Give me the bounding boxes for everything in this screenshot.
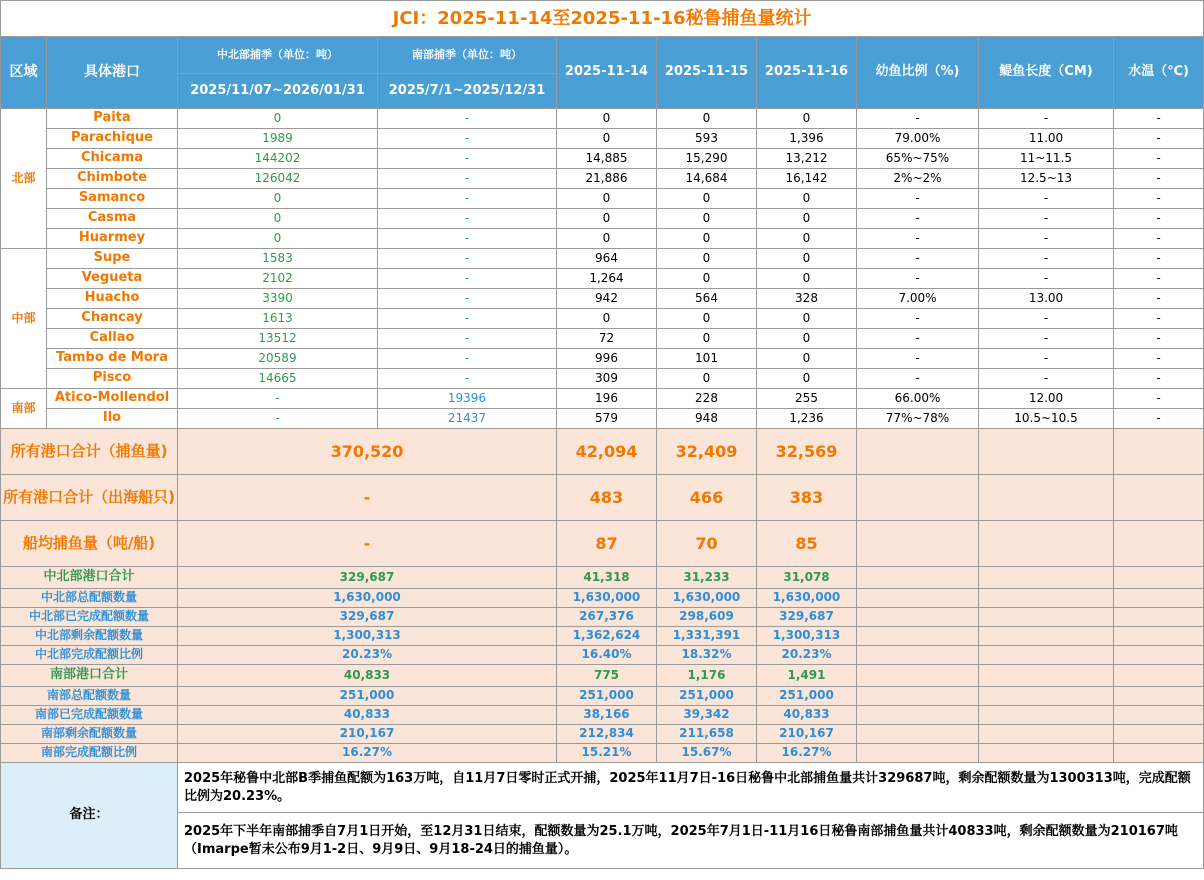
day1-value: 21,886 xyxy=(557,169,657,189)
summary-season: 329,687 xyxy=(178,608,557,627)
summary-day3: 16.27% xyxy=(757,744,857,763)
north-season-value: - xyxy=(178,389,378,409)
empty-cell xyxy=(857,627,979,646)
table-row xyxy=(1,249,1204,269)
south-season-value: - xyxy=(378,329,557,349)
port-name: Chimbote xyxy=(47,169,178,189)
summary-day1: 41,318 xyxy=(557,567,657,589)
totals-label: 船均捕鱼量（吨/船) xyxy=(1,521,178,567)
summary-day3: 1,491 xyxy=(757,665,857,687)
table-row xyxy=(1,409,1204,429)
length-value: - xyxy=(979,309,1114,329)
summary-day2: 15.67% xyxy=(657,744,757,763)
empty-cell xyxy=(979,687,1114,706)
juvenile-value: - xyxy=(857,309,979,329)
day3-value: 0 xyxy=(757,249,857,269)
empty-cell xyxy=(1114,646,1204,665)
empty-cell xyxy=(979,706,1114,725)
temp-value: - xyxy=(1114,329,1204,349)
table-row xyxy=(1,209,1204,229)
day3-value: 1,396 xyxy=(757,129,857,149)
summary-day3: 31,078 xyxy=(757,567,857,589)
empty-cell xyxy=(857,687,979,706)
empty-cell xyxy=(857,589,979,608)
summary-label: 南部完成配额比例 xyxy=(1,744,178,763)
day1-value: 0 xyxy=(557,129,657,149)
juvenile-value: - xyxy=(857,229,979,249)
temp-value: - xyxy=(1114,349,1204,369)
summary-day2: 1,331,391 xyxy=(657,627,757,646)
empty-cell xyxy=(979,429,1114,475)
day2-value: 593 xyxy=(657,129,757,149)
summary-season: 251,000 xyxy=(178,687,557,706)
empty-cell xyxy=(979,627,1114,646)
temp-value: - xyxy=(1114,269,1204,289)
empty-cell xyxy=(857,475,979,521)
summary-day3: 1,630,000 xyxy=(757,589,857,608)
length-value: 10.5~10.5 xyxy=(979,409,1114,429)
day3-value: 1,236 xyxy=(757,409,857,429)
day2-value: 0 xyxy=(657,269,757,289)
juvenile-value: 2%~2% xyxy=(857,169,979,189)
south-season-value: - xyxy=(378,109,557,129)
day2-value: 228 xyxy=(657,389,757,409)
summary-season: 210,167 xyxy=(178,725,557,744)
day3-value: 0 xyxy=(757,229,857,249)
page-title: JCI：2025-11-14至2025-11-16秘鲁捕鱼量统计 xyxy=(1,1,1204,37)
empty-cell xyxy=(1114,665,1204,687)
temp-value: - xyxy=(1114,189,1204,209)
temp-value: - xyxy=(1114,209,1204,229)
table-row xyxy=(1,309,1204,329)
south-season-value: - xyxy=(378,189,557,209)
juvenile-value: - xyxy=(857,369,979,389)
header-date-2: 2025-11-15 xyxy=(657,37,757,109)
south-season-value: - xyxy=(378,309,557,329)
summary-label: 南部剩余配额数量 xyxy=(1,725,178,744)
empty-cell xyxy=(857,725,979,744)
day1-value: 579 xyxy=(557,409,657,429)
north-season-value: 1989 xyxy=(178,129,378,149)
table-row xyxy=(1,189,1204,209)
summary-season: 329,687 xyxy=(178,567,557,589)
south-season-value: 19396 xyxy=(378,389,557,409)
south-season-value: - xyxy=(378,129,557,149)
north-season-value: 20589 xyxy=(178,349,378,369)
day2-value: 0 xyxy=(657,109,757,129)
day2-value: 0 xyxy=(657,309,757,329)
summary-day3: 210,167 xyxy=(757,725,857,744)
totals-day2: 466 xyxy=(657,475,757,521)
table-row xyxy=(1,289,1204,309)
summary-day1: 775 xyxy=(557,665,657,687)
day2-value: 14,684 xyxy=(657,169,757,189)
temp-value: - xyxy=(1114,149,1204,169)
empty-cell xyxy=(1114,608,1204,627)
temp-value: - xyxy=(1114,229,1204,249)
totals-row-ships xyxy=(1,475,1204,521)
length-value: - xyxy=(979,269,1114,289)
port-name: Paita xyxy=(47,109,178,129)
south-season-value: - xyxy=(378,249,557,269)
table-row xyxy=(1,109,1204,129)
juvenile-value: - xyxy=(857,329,979,349)
empty-cell xyxy=(857,521,979,567)
north-season-value: 1613 xyxy=(178,309,378,329)
summary-day1: 16.40% xyxy=(557,646,657,665)
length-value: - xyxy=(979,249,1114,269)
south-season-value: 21437 xyxy=(378,409,557,429)
totals-day2: 32,409 xyxy=(657,429,757,475)
totals-day3: 85 xyxy=(757,521,857,567)
day1-value: 72 xyxy=(557,329,657,349)
totals-day2: 70 xyxy=(657,521,757,567)
region-central: 中部 xyxy=(1,249,47,389)
temp-value: - xyxy=(1114,129,1204,149)
summary-day1: 212,834 xyxy=(557,725,657,744)
note-north: 2025年秘鲁中北部B季捕鱼配额为163万吨，自11月7日零时正式开捕，2025年11月7日-16日秘鲁中北部捕鱼量共计329687吨，剩余配额数量为1300313吨，完成配额比例为20.23%。 xyxy=(178,763,1204,813)
north-season-value: 14665 xyxy=(178,369,378,389)
day2-value: 15,290 xyxy=(657,149,757,169)
length-value: 11.00 xyxy=(979,129,1114,149)
header-date-3: 2025-11-16 xyxy=(757,37,857,109)
port-name: Callao xyxy=(47,329,178,349)
totals-day1: 42,094 xyxy=(557,429,657,475)
table-row xyxy=(1,149,1204,169)
day3-value: 0 xyxy=(757,189,857,209)
empty-cell xyxy=(857,744,979,763)
header-temp: 水温（℃) xyxy=(1114,37,1204,109)
north-season-value: 1583 xyxy=(178,249,378,269)
juvenile-value: 79.00% xyxy=(857,129,979,149)
day1-value: 964 xyxy=(557,249,657,269)
summary-label: 中北部已完成配额数量 xyxy=(1,608,178,627)
length-value: 12.00 xyxy=(979,389,1114,409)
length-value: - xyxy=(979,369,1114,389)
summary-row xyxy=(1,687,1204,706)
day3-value: 13,212 xyxy=(757,149,857,169)
north-season-value: 0 xyxy=(178,189,378,209)
region-south: 南部 xyxy=(1,389,47,429)
summary-row xyxy=(1,706,1204,725)
empty-cell xyxy=(979,725,1114,744)
day2-value: 0 xyxy=(657,369,757,389)
totals-season: 370,520 xyxy=(178,429,557,475)
port-name: Tambo de Mora xyxy=(47,349,178,369)
empty-cell xyxy=(1114,725,1204,744)
north-season-value: - xyxy=(178,409,378,429)
day1-value: 996 xyxy=(557,349,657,369)
totals-season: - xyxy=(178,521,557,567)
summary-season: 20.23% xyxy=(178,646,557,665)
empty-cell xyxy=(857,646,979,665)
summary-day1: 251,000 xyxy=(557,687,657,706)
day2-value: 0 xyxy=(657,329,757,349)
day1-value: 942 xyxy=(557,289,657,309)
summary-label: 南部港口合计 xyxy=(1,665,178,687)
summary-day2: 298,609 xyxy=(657,608,757,627)
empty-cell xyxy=(979,744,1114,763)
temp-value: - xyxy=(1114,249,1204,269)
port-name: Pisco xyxy=(47,369,178,389)
length-value: - xyxy=(979,109,1114,129)
juvenile-value: 77%~78% xyxy=(857,409,979,429)
summary-label: 南部总配额数量 xyxy=(1,687,178,706)
day2-value: 0 xyxy=(657,249,757,269)
totals-day3: 383 xyxy=(757,475,857,521)
totals-label: 所有港口合计（捕鱼量) xyxy=(1,429,178,475)
port-name: Chancay xyxy=(47,309,178,329)
empty-cell xyxy=(1114,475,1204,521)
length-value: - xyxy=(979,329,1114,349)
totals-day3: 32,569 xyxy=(757,429,857,475)
table-row xyxy=(1,389,1204,409)
summary-day1: 15.21% xyxy=(557,744,657,763)
header-north-season: 中北部捕季（单位：吨） xyxy=(178,37,378,74)
day1-value: 0 xyxy=(557,229,657,249)
summary-row xyxy=(1,589,1204,608)
header-port: 具体港口 xyxy=(47,37,178,109)
empty-cell xyxy=(1114,687,1204,706)
empty-cell xyxy=(857,429,979,475)
summary-day3: 251,000 xyxy=(757,687,857,706)
note-south: 2025年下半年南部捕季自7月1日开始，至12月31日结束，配额数量为25.1万吨，2025年7月1日-11月16日秘鲁南部捕鱼量共计40833吨，剩余配额数量为210167吨（Imarpe暂未公布9月1-2日、9月9日、9月18-24日的捕鱼量）。 xyxy=(178,813,1204,869)
juvenile-value: 66.00% xyxy=(857,389,979,409)
juvenile-value: 7.00% xyxy=(857,289,979,309)
port-name: Samanco xyxy=(47,189,178,209)
header-region: 区域 xyxy=(1,37,47,109)
header-north-range: 2025/11/07~2026/01/31 xyxy=(178,74,378,109)
temp-value: - xyxy=(1114,409,1204,429)
juvenile-value: - xyxy=(857,349,979,369)
day3-value: 0 xyxy=(757,309,857,329)
day2-value: 101 xyxy=(657,349,757,369)
empty-cell xyxy=(1114,706,1204,725)
summary-label: 中北部完成配额比例 xyxy=(1,646,178,665)
day3-value: 255 xyxy=(757,389,857,409)
empty-cell xyxy=(979,521,1114,567)
summary-label: 中北部剩余配额数量 xyxy=(1,627,178,646)
north-season-value: 0 xyxy=(178,209,378,229)
length-value: - xyxy=(979,209,1114,229)
notes-label: 备注： xyxy=(1,763,178,869)
summary-season: 16.27% xyxy=(178,744,557,763)
day1-value: 0 xyxy=(557,109,657,129)
south-season-value: - xyxy=(378,169,557,189)
day1-value: 0 xyxy=(557,309,657,329)
summary-day2: 1,630,000 xyxy=(657,589,757,608)
table-row xyxy=(1,349,1204,369)
juvenile-value: - xyxy=(857,209,979,229)
port-name: Casma xyxy=(47,209,178,229)
north-season-value: 0 xyxy=(178,109,378,129)
day2-value: 0 xyxy=(657,189,757,209)
summary-season: 1,300,313 xyxy=(178,627,557,646)
day1-value: 0 xyxy=(557,209,657,229)
header-length: 鳀鱼长度（CM) xyxy=(979,37,1114,109)
empty-cell xyxy=(979,608,1114,627)
summary-day1: 267,376 xyxy=(557,608,657,627)
summary-label: 中北部总配额数量 xyxy=(1,589,178,608)
summary-row xyxy=(1,725,1204,744)
summary-day3: 40,833 xyxy=(757,706,857,725)
day1-value: 14,885 xyxy=(557,149,657,169)
port-name: Atico-Mollendol xyxy=(47,389,178,409)
north-season-value: 126042 xyxy=(178,169,378,189)
north-season-value: 13512 xyxy=(178,329,378,349)
notes-row xyxy=(1,763,1204,813)
header-south-range: 2025/7/1~2025/12/31 xyxy=(378,74,557,109)
summary-season: 40,833 xyxy=(178,706,557,725)
summary-day2: 31,233 xyxy=(657,567,757,589)
empty-cell xyxy=(979,475,1114,521)
summary-label: 中北部港口合计 xyxy=(1,567,178,589)
temp-value: - xyxy=(1114,309,1204,329)
day1-value: 309 xyxy=(557,369,657,389)
port-name: Vegueta xyxy=(47,269,178,289)
juvenile-value: - xyxy=(857,109,979,129)
empty-cell xyxy=(979,589,1114,608)
south-season-value: - xyxy=(378,369,557,389)
temp-value: - xyxy=(1114,109,1204,129)
summary-row xyxy=(1,627,1204,646)
length-value: 12.5~13 xyxy=(979,169,1114,189)
north-season-value: 3390 xyxy=(178,289,378,309)
day2-value: 564 xyxy=(657,289,757,309)
day3-value: 0 xyxy=(757,329,857,349)
empty-cell xyxy=(979,665,1114,687)
length-value: - xyxy=(979,349,1114,369)
day1-value: 0 xyxy=(557,189,657,209)
empty-cell xyxy=(979,646,1114,665)
totals-label: 所有港口合计（出海船只) xyxy=(1,475,178,521)
south-season-value: - xyxy=(378,149,557,169)
table-row xyxy=(1,369,1204,389)
summary-day2: 18.32% xyxy=(657,646,757,665)
totals-row-catch xyxy=(1,429,1204,475)
summary-day2: 1,176 xyxy=(657,665,757,687)
south-season-value: - xyxy=(378,209,557,229)
summary-row xyxy=(1,567,1204,589)
day3-value: 0 xyxy=(757,349,857,369)
summary-day2: 211,658 xyxy=(657,725,757,744)
day2-value: 948 xyxy=(657,409,757,429)
day3-value: 0 xyxy=(757,209,857,229)
day3-value: 328 xyxy=(757,289,857,309)
empty-cell xyxy=(1114,744,1204,763)
summary-season: 1,630,000 xyxy=(178,589,557,608)
summary-row xyxy=(1,665,1204,687)
totals-row-avg xyxy=(1,521,1204,567)
day1-value: 196 xyxy=(557,389,657,409)
summary-day1: 1,630,000 xyxy=(557,589,657,608)
port-name: Huacho xyxy=(47,289,178,309)
length-value: 13.00 xyxy=(979,289,1114,309)
summary-day3: 329,687 xyxy=(757,608,857,627)
north-season-value: 0 xyxy=(178,229,378,249)
table-row xyxy=(1,129,1204,149)
port-name: Huarmey xyxy=(47,229,178,249)
length-value: - xyxy=(979,189,1114,209)
day3-value: 0 xyxy=(757,109,857,129)
summary-row xyxy=(1,646,1204,665)
temp-value: - xyxy=(1114,389,1204,409)
table-row xyxy=(1,169,1204,189)
north-season-value: 2102 xyxy=(178,269,378,289)
table-row xyxy=(1,269,1204,289)
summary-day3: 20.23% xyxy=(757,646,857,665)
empty-cell xyxy=(1114,429,1204,475)
header-south-season: 南部捕季（单位：吨） xyxy=(378,37,557,74)
port-name: Parachique xyxy=(47,129,178,149)
summary-row xyxy=(1,744,1204,763)
summary-day1: 1,362,624 xyxy=(557,627,657,646)
temp-value: - xyxy=(1114,369,1204,389)
juvenile-value: - xyxy=(857,269,979,289)
north-season-value: 144202 xyxy=(178,149,378,169)
day3-value: 16,142 xyxy=(757,169,857,189)
totals-day1: 483 xyxy=(557,475,657,521)
empty-cell xyxy=(857,608,979,627)
day3-value: 0 xyxy=(757,369,857,389)
empty-cell xyxy=(857,665,979,687)
summary-label: 南部已完成配额数量 xyxy=(1,706,178,725)
day2-value: 0 xyxy=(657,229,757,249)
totals-season: - xyxy=(178,475,557,521)
summary-day2: 251,000 xyxy=(657,687,757,706)
port-name: Ilo xyxy=(47,409,178,429)
region-north: 北部 xyxy=(1,109,47,249)
totals-day1: 87 xyxy=(557,521,657,567)
summary-row xyxy=(1,608,1204,627)
temp-value: - xyxy=(1114,289,1204,309)
empty-cell xyxy=(857,567,979,589)
header-date-1: 2025-11-14 xyxy=(557,37,657,109)
day3-value: 0 xyxy=(757,269,857,289)
summary-day3: 1,300,313 xyxy=(757,627,857,646)
empty-cell xyxy=(1114,589,1204,608)
table-row xyxy=(1,229,1204,249)
south-season-value: - xyxy=(378,349,557,369)
summary-season: 40,833 xyxy=(178,665,557,687)
port-name: Supe xyxy=(47,249,178,269)
table-row xyxy=(1,329,1204,349)
empty-cell xyxy=(1114,567,1204,589)
notes-row xyxy=(1,813,1204,869)
length-value: - xyxy=(979,229,1114,249)
juvenile-value: 65%~75% xyxy=(857,149,979,169)
juvenile-value: - xyxy=(857,189,979,209)
empty-cell xyxy=(857,706,979,725)
day2-value: 0 xyxy=(657,209,757,229)
juvenile-value: - xyxy=(857,249,979,269)
length-value: 11~11.5 xyxy=(979,149,1114,169)
south-season-value: - xyxy=(378,229,557,249)
summary-day2: 39,342 xyxy=(657,706,757,725)
empty-cell xyxy=(979,567,1114,589)
header-juvenile: 幼鱼比例（%) xyxy=(857,37,979,109)
summary-day1: 38,166 xyxy=(557,706,657,725)
port-name: Chicama xyxy=(47,149,178,169)
day1-value: 1,264 xyxy=(557,269,657,289)
south-season-value: - xyxy=(378,269,557,289)
temp-value: - xyxy=(1114,169,1204,189)
empty-cell xyxy=(1114,627,1204,646)
south-season-value: - xyxy=(378,289,557,309)
empty-cell xyxy=(1114,521,1204,567)
